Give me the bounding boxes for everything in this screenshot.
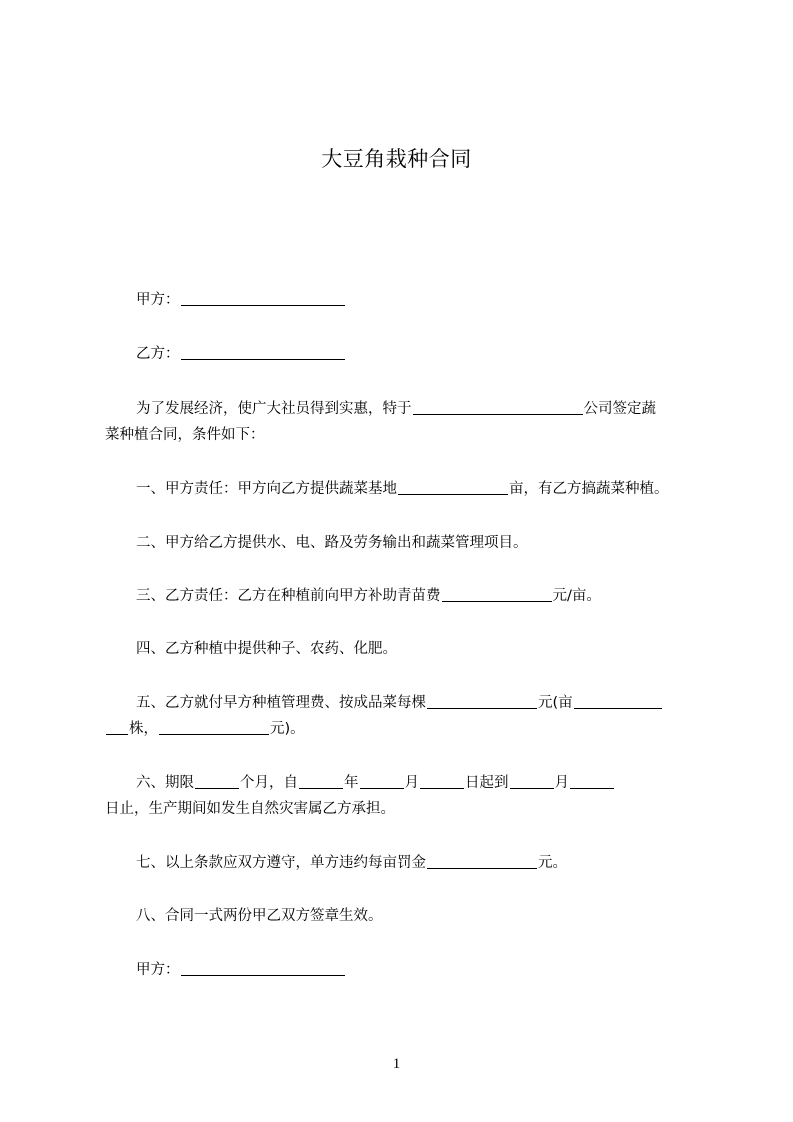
intro-text-2: 公司签定蔬 [583,401,656,417]
party-a-label: 甲方： [136,292,180,308]
signature-label: 甲方： [136,962,180,978]
document-title: 大豆角栽种合同 [321,147,472,171]
clause-2 [105,529,736,557]
clause-7-text-1: 七、以上条款应双方遵守，单方违约每亩罚金 [136,855,426,871]
clause-6-blank-month[interactable] [360,772,404,789]
clause-4-text: 四、乙方种植中提供种子、农药、化肥。 [136,641,397,657]
clause-1-text-1: 一、甲方责任：甲方向乙方提供蔬菜基地 [136,481,397,497]
clause-6-line-2 [105,795,705,823]
clause-1-text-2: 亩，有乙方搞蔬菜种植。 [509,481,669,497]
intro-line-2 [105,421,705,449]
clause-5-line-2 [105,715,705,743]
clause-5-blank-3[interactable] [106,718,128,735]
clause-3-text-2: 元/亩。 [552,588,601,604]
clause-6-blank-months[interactable] [195,772,239,789]
clause-6-blank-day[interactable] [420,772,464,789]
clause-5-text-1: 五、乙方就付早方种植管理费、按成品菜每棵 [136,695,426,711]
clause-6-text-3: 年 [344,775,359,791]
signature-line [105,956,736,984]
company-blank[interactable] [413,398,583,415]
clause-7 [105,849,736,877]
clause-3-blank[interactable] [442,585,552,602]
intro-line-1 [105,395,736,423]
clause-6-text-4: 月 [404,775,419,791]
clause-5-blank-1[interactable] [427,692,537,709]
clause-6-blank-year[interactable] [299,772,343,789]
clause-6-blank-end-day[interactable] [570,772,614,789]
clause-8 [105,902,736,930]
clause-6-line-1 [105,769,736,797]
clause-4 [105,635,736,663]
party-a-blank[interactable] [181,289,345,306]
intro-text-1: 为了发展经济，使广大社员得到实惠，特于 [136,401,412,417]
clause-6-blank-end-month[interactable] [510,772,554,789]
clause-5-text-3: 株， [129,721,158,737]
party-b-blank[interactable] [181,343,345,360]
clause-2-text: 二、甲方给乙方提供水、电、路及劳务输出和蔬菜管理项目。 [136,535,528,551]
party-b-label: 乙方： [136,346,180,362]
clause-6-text-6: 月 [554,775,569,791]
clause-5-line-1 [105,689,736,717]
clause-7-text-2: 元。 [538,855,567,871]
clause-3 [105,582,736,610]
signature-blank[interactable] [181,959,345,976]
clause-3-text-1: 三、乙方责任：乙方在种植前向甲方补助青苗费 [136,588,441,604]
clause-1-blank[interactable] [398,478,508,495]
clause-6-text-5: 日起到 [465,775,509,791]
clause-5-text-2: 元(亩 [538,695,573,711]
clause-5-blank-4[interactable] [159,718,269,735]
clause-6-text-1: 六、期限 [136,775,194,791]
clause-5-blank-2[interactable] [574,692,662,709]
clause-6-text-2: 个月，自 [240,775,298,791]
party-b-line [105,340,736,368]
party-a-line [105,286,736,314]
clause-1 [105,475,736,503]
clause-5-text-4: 元)。 [270,721,305,737]
clause-8-text: 八、合同一式两份甲乙双方签章生效。 [136,908,383,924]
page-number: 1 [392,1056,401,1072]
clause-6-text-7: 日止，生产期间如发生自然灾害属乙方承担。 [105,801,395,817]
clause-7-blank[interactable] [427,852,537,869]
intro-text-3: 菜种植合同，条件如下： [105,427,265,443]
